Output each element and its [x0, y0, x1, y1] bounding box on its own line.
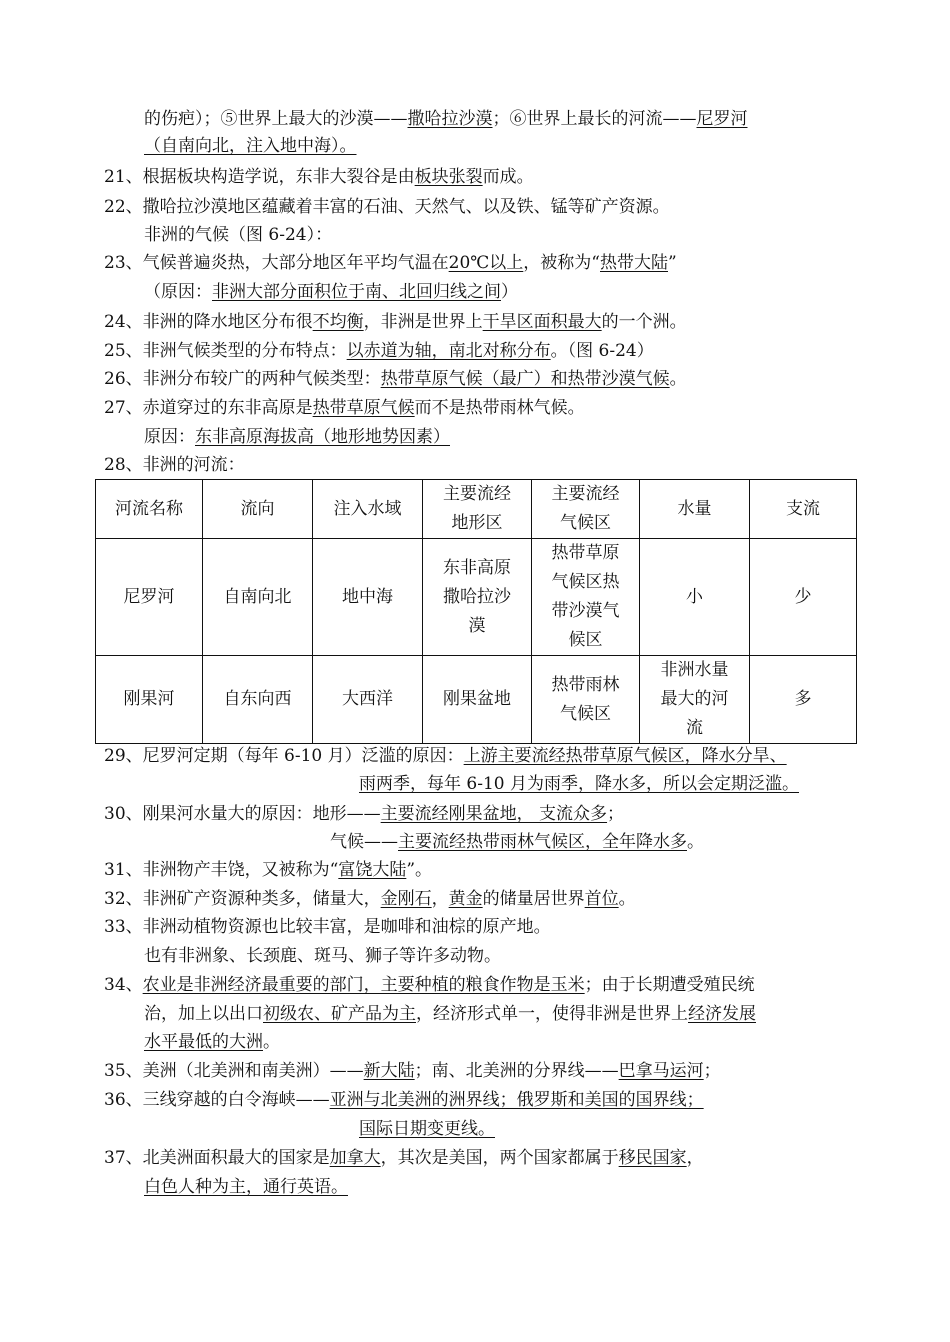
text: 23、气候普遍炎热，大部分地区年平均气温在	[104, 253, 449, 273]
answer-underlined: 撒哈拉沙漠	[407, 109, 493, 129]
text: ；	[703, 1061, 721, 1081]
answer-underlined: 雨两季，每年 6-10 月为雨季，降水多，所以会定期泛滥。	[359, 774, 799, 794]
answer-underlined: 黄金	[448, 889, 483, 909]
text: ，其次是美国，两个国家都属于	[380, 1148, 619, 1168]
text: ”。	[406, 860, 433, 880]
text: 的一个洲。	[601, 312, 687, 332]
item-24	[104, 309, 687, 336]
text: ）	[501, 282, 518, 302]
answer-underlined: 亚洲与北美洲的洲界线；俄罗斯和美国的国界线；	[329, 1090, 704, 1110]
text: （原因：	[144, 282, 212, 302]
text: 治，加上以出口	[144, 1004, 263, 1024]
text: 。（图 6-24）	[550, 341, 654, 361]
table-cell: 少	[750, 539, 857, 656]
table-row	[96, 656, 857, 744]
answer-underlined: 农业是非洲经济最重要的部门，主要种植的粮食作物是玉米	[142, 975, 585, 995]
table-header: 流向	[203, 480, 313, 539]
table-header: 注入水域	[313, 480, 423, 539]
text: 也有非洲象、长颈鹿、斑马、狮子等许多动物。	[144, 946, 501, 966]
answer-underlined: 尼罗河	[696, 109, 748, 129]
text: 而成。	[482, 167, 534, 187]
item-34-cont-2	[144, 1029, 280, 1056]
text: 24、非洲的降水地区分布很	[104, 312, 313, 332]
item-26	[104, 366, 687, 393]
text: 30、刚果河水量大的原因：地形——	[104, 804, 381, 824]
text: ，	[686, 1148, 704, 1168]
item-29	[104, 743, 787, 770]
item-21	[104, 164, 534, 191]
text: 原因：	[144, 427, 195, 447]
text: 31、非洲物产丰饶，又被称为“	[104, 860, 339, 880]
text: 32、非洲矿产资源种类多，储量大，	[104, 889, 381, 909]
table-cell: 刚果盆地	[423, 656, 532, 744]
answer-underlined: 主要流经刚果盆地， 支流众多	[380, 804, 608, 824]
table-cell: 多	[750, 656, 857, 744]
answer-underlined: 主要流经热带雨林气候区，全年降水多	[398, 832, 687, 852]
answer-underlined: 水平最低的大洲	[144, 1032, 263, 1052]
text: ；南、北美洲的分界线——	[414, 1061, 619, 1081]
item-27	[104, 395, 585, 422]
answer-underlined: 热带大陆	[600, 253, 668, 273]
table-cell: 热带草原气候区热带沙漠气候区	[532, 539, 640, 656]
item-23	[104, 250, 677, 277]
item-32	[104, 886, 636, 913]
item-28	[104, 452, 245, 479]
text: ；⑥世界上最长的河流——	[492, 109, 697, 129]
text: ；	[607, 804, 625, 824]
item-37-cont	[144, 1174, 348, 1201]
item-34	[104, 972, 755, 999]
table-cell: 地中海	[313, 539, 423, 656]
text: 的储量居世界	[482, 889, 585, 909]
item-33	[104, 914, 551, 941]
table-header: 河流名称	[96, 480, 203, 539]
answer-underlined: 经济发展	[688, 1004, 756, 1024]
answer-underlined: 国际日期变更线。	[359, 1119, 495, 1139]
text: 26、非洲分布较广的两种气候类型：	[104, 369, 381, 389]
item-25	[104, 338, 654, 365]
item-36	[104, 1087, 704, 1114]
answer-underlined: 金刚石	[380, 889, 432, 909]
text: 33、非洲动植物资源也比较丰富，是咖啡和油棕的原产地。	[104, 917, 551, 937]
answer-underlined: 新大陆	[363, 1061, 415, 1081]
table-header: 主要流经气候区	[532, 480, 640, 539]
text: 气候——	[330, 832, 398, 852]
answer-underlined: 上游主要流经热带草原气候区，降水分旱、	[463, 746, 787, 766]
item-34-cont	[144, 1001, 756, 1028]
answer-underlined: 板块张裂	[414, 167, 483, 187]
answer-underlined: 富饶大陆	[338, 860, 407, 880]
item-27-reason	[144, 424, 450, 451]
text: 34、	[104, 975, 143, 995]
answer-underlined: 白色人种为主，通行英语。	[144, 1177, 348, 1197]
table-cell: 刚果河	[96, 656, 203, 744]
item-22	[104, 194, 670, 221]
answer-underlined: （自南向北，注入地中海）。	[144, 136, 357, 156]
table-cell: 大西洋	[313, 656, 423, 744]
line-continuation-top	[144, 106, 748, 133]
table-cell: 热带雨林气候区	[532, 656, 640, 744]
section-heading-climate	[144, 222, 332, 249]
item-23-reason	[144, 279, 518, 306]
heading: 非洲的气候（图 6-24）：	[144, 225, 333, 245]
table-cell: 小	[640, 539, 750, 656]
text: ，被称为“	[523, 253, 600, 273]
table-header-row	[96, 480, 857, 539]
table-row	[96, 539, 857, 656]
answer-underlined: 首位	[584, 889, 619, 909]
rivers-table	[95, 479, 857, 744]
text: ；由于长期遭受殖民统	[584, 975, 755, 995]
text: ，非洲是世界上	[363, 312, 483, 332]
table-header: 主要流经地形区	[423, 480, 532, 539]
table-cell: 东非高原撒哈拉沙漠	[423, 539, 532, 656]
line-continuation-2	[144, 133, 357, 160]
text: 25、非洲气候类型的分布特点：	[104, 341, 347, 361]
table-cell: 自南向北	[203, 539, 313, 656]
answer-underlined: 不均衡	[312, 312, 364, 332]
text: 28、非洲的河流：	[104, 455, 245, 475]
text: ，经济形式单一，使得非洲是世界上	[416, 1004, 688, 1024]
answer-underlined: 热带草原气候（最广）和热带沙漠气候	[380, 369, 670, 389]
item-29-cont	[359, 771, 799, 798]
text: 27、赤道穿过的东非高原是	[104, 398, 313, 418]
text: 。	[687, 832, 704, 852]
text: 29、尼罗河定期（每年 6-10 月）泛滥的原因：	[104, 746, 464, 766]
item-37	[104, 1145, 704, 1172]
table-header: 水量	[640, 480, 750, 539]
answer-underlined: 巴拿马运河	[618, 1061, 704, 1081]
answer-underlined: 以赤道为轴，南北对称分布	[346, 341, 551, 361]
text: 。	[669, 369, 687, 389]
table-cell: 尼罗河	[96, 539, 203, 656]
text: 的伤疤）；⑤世界上最大的沙漠——	[144, 109, 408, 129]
answer-underlined: 非洲大部分面积位于南、北回归线之间	[212, 282, 501, 302]
text: 36、三线穿越的白令海峡——	[104, 1090, 330, 1110]
item-30	[104, 801, 624, 828]
text: 。	[263, 1032, 280, 1052]
answer-underlined: 移民国家	[618, 1148, 687, 1168]
item-36-cont	[359, 1116, 495, 1143]
table-header: 支流	[750, 480, 857, 539]
text: 。	[618, 889, 636, 909]
answer-underlined: 东非高原海拔高（地形地势因素）	[195, 427, 450, 447]
answer-underlined: 20℃以上	[448, 253, 524, 273]
text: 而不是热带雨林气候。	[414, 398, 585, 418]
text: 35、美洲（北美洲和南美洲）——	[104, 1061, 364, 1081]
table-cell: 非洲水量最大的河流	[640, 656, 750, 744]
table-cell: 自东向西	[203, 656, 313, 744]
answer-underlined: 热带草原气候	[312, 398, 415, 418]
answer-underlined: 初级农、矿产品为主	[263, 1004, 416, 1024]
text: ”	[668, 253, 677, 273]
text: 37、北美洲面积最大的国家是	[104, 1148, 330, 1168]
item-30-cont	[330, 829, 704, 856]
item-33-cont	[144, 943, 501, 970]
answer-underlined: 干旱区面积最大	[482, 312, 602, 332]
answer-underlined: 加拿大	[329, 1148, 381, 1168]
item-31	[104, 857, 432, 884]
item-35	[104, 1058, 721, 1085]
text: ，	[431, 889, 449, 909]
text: 21、根据板块构造学说，东非大裂谷是由	[104, 167, 415, 187]
text: 22、撒哈拉沙漠地区蕴藏着丰富的石油、天然气、以及铁、锰等矿产资源。	[104, 197, 670, 217]
